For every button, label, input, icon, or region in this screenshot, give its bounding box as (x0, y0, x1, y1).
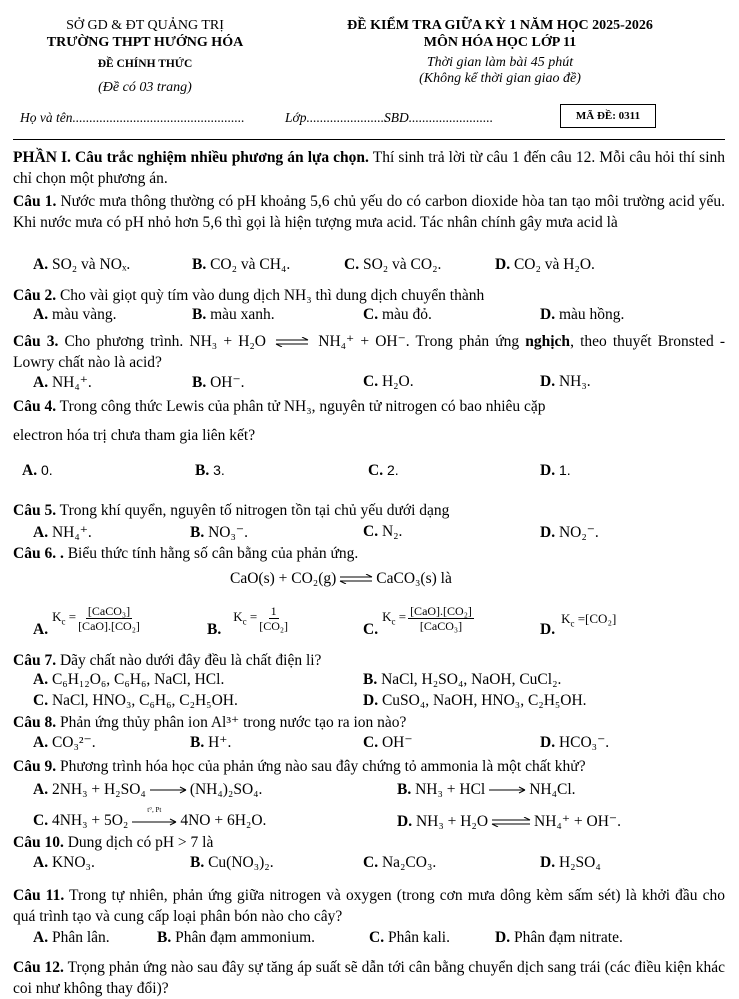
question-10 (13, 832, 725, 853)
question-text: Dung dịch có pH > 7 là (63, 834, 214, 851)
q11-option-a[interactable]: A. Phân lân. (33, 929, 110, 946)
page-count-note: (Đề có 03 trang) (98, 80, 192, 95)
question-label: Câu 3. (13, 333, 59, 350)
question-text: Nước mưa thông thường có pH khoảng 5,6 chủ yếu do có carbon dioxide hòa tan tạo môi trường acid yếu. Khi nước mưa có pH nhỏ hơn 5,6 thì gọi là hiện tượng mưa acid. Tác nhân chính gây mưa acid là (13, 193, 725, 231)
official-exam-label: ĐỀ CHÍNH THỨC (97, 58, 193, 70)
question-3: Câu 3. Cho phương trình. NH₃ + H₂O NH₄⁺ + OH⁻. Trong phản ứng nghịch, theo thuyết Bronsted - Lowry chất nào là acid? (13, 333, 725, 371)
q6-option-d[interactable]: D. $K_c =[CO_2]$ (540, 611, 617, 638)
question-12 (13, 957, 725, 999)
part1-instruction: Thí sinh trả lời từ câu 1 đến câu 12. Mỗi câu hỏi thí sinh chỉ chọn một phương án. (13, 149, 725, 187)
q1-option-a[interactable]: A. SO₂ và NOₓ. (33, 256, 131, 273)
q6-option-b[interactable]: B. $K_c$ = $\frac{1}{\text{[CO₂]}}$ (207, 604, 289, 638)
q8-option-a[interactable]: A. CO₃²⁻. (33, 734, 96, 751)
school-department: SỞ GD & ĐT QUẢNG TRỊ (66, 18, 224, 33)
exam-subject: MÔN HÓA HỌC LỚP 11 (423, 35, 577, 50)
q3-option-b[interactable]: B. OH⁻. (192, 374, 245, 391)
q9-option-a[interactable]: A. 2NH₃ + H₂SO₄ (NH₄)₂SO₄. (33, 781, 263, 798)
question-text: Phản ứng thủy phân ion Al³⁺ trong nước tạo ra ion nào? (56, 714, 407, 731)
part1-heading (13, 147, 725, 189)
equilibrium-arrow-icon (491, 817, 531, 827)
question-6 (13, 543, 725, 564)
exam-title: ĐỀ KIỂM TRA GIỮA KỲ 1 NĂM HỌC 2025-2026 (347, 18, 653, 33)
q9-option-d[interactable]: D. NH₃ + H₂O NH₄⁺ + OH⁻. (397, 813, 621, 830)
reaction-condition: t°, Pt (147, 806, 162, 815)
exam-duration: Thời gian làm bài 45 phút (426, 55, 574, 70)
q5-option-d[interactable]: D. NO₂⁻. (540, 524, 599, 541)
question-label: Câu 6. . (13, 545, 64, 562)
q3-option-d[interactable]: D. NH₃. (540, 373, 591, 390)
q9-option-c[interactable]: C. 4NH₃ + 5O₂ t°, Pt 4NO + 6H₂O. (33, 806, 267, 829)
question-text: Biểu thức tính hằng số cân bằng của phản ứng. (63, 545, 359, 562)
question-label: Câu 7. (13, 652, 57, 669)
q3-option-c[interactable]: C. H₂O. (363, 373, 414, 390)
q11-option-d[interactable]: D. Phân đạm nitrate. (495, 929, 623, 946)
question-9 (13, 756, 725, 777)
question-label: Câu 1. (13, 193, 57, 210)
q4-option-c[interactable]: C. 2. (368, 462, 399, 479)
q2-option-d[interactable]: D. màu hồng. (540, 306, 625, 323)
sbd-field: SBD......................... (384, 110, 494, 125)
exam-code-box: MÃ ĐỀ: 0311 (560, 104, 656, 128)
question-5 (13, 500, 725, 521)
header-divider (13, 139, 725, 140)
q7-option-c[interactable]: C. NaCl, HNO₃, C₆H₆, C₂H₅OH. (33, 692, 238, 709)
question-label: Câu 4. (13, 398, 57, 415)
q11-option-c[interactable]: C. Phân kali. (369, 929, 450, 946)
arrow-right-icon (488, 786, 526, 794)
q7-option-b[interactable]: B. NaCl, H₂SO₄, NaOH, CuCl₂. (363, 671, 562, 688)
arrow-right-icon (149, 786, 187, 794)
question-label: Câu 2. (13, 287, 57, 304)
q8-option-b[interactable]: B. H⁺. (190, 734, 232, 751)
q6-reaction: CaO(s) + CO₂(g) CaCO₃(s) là (230, 570, 452, 587)
question-1 (13, 191, 725, 233)
question-label: Câu 9. (13, 758, 57, 775)
q6-option-c[interactable]: C. $K_c$ = $\frac{\text{[CaO].[CO₂]}}{\text{[CaCO₃]}}$ (363, 604, 472, 638)
question-text: Trong khí quyển, nguyên tố nitrogen tồn tại chủ yếu dưới dạng (56, 502, 450, 519)
q4-option-b[interactable]: B. 3. (195, 462, 225, 479)
question-label: Câu 5. (13, 502, 57, 519)
question-7 (13, 650, 725, 671)
q7-option-a[interactable]: A. C₆H₁₂O₆, C₆H₆, NaCl, HCl. (33, 671, 225, 688)
question-11 (13, 885, 725, 927)
q10-option-a[interactable]: A. KNO₃. (33, 854, 95, 871)
q10-option-d[interactable]: D. H₂SO₄ (540, 854, 601, 871)
arrow-right-icon (131, 818, 177, 826)
q2-option-b[interactable]: B. màu xanh. (192, 306, 275, 323)
question-8 (13, 712, 725, 733)
exam-duration-note: (Không kể thời gian giao đề) (419, 71, 581, 86)
question-text: Trọng phản ứng nào sau đây sự tăng áp suất sẽ dẫn tới cân bằng chuyển dịch sang trái (các điều kiện khác coi như không thay đổi)? (13, 959, 725, 997)
equilibrium-arrow-icon (339, 574, 373, 584)
q5-option-c[interactable]: C. N₂. (363, 523, 403, 540)
question-label: Câu 12. (13, 959, 64, 976)
q1-option-c[interactable]: C. SO₂ và CO₂. (344, 256, 442, 273)
part1-title: PHẦN I. Câu trắc nghiệm nhiều phương án lựa chọn. (13, 149, 369, 166)
question-4-continued: electron hóa trị chưa tham gia liên kết? (13, 427, 256, 444)
question-2 (13, 285, 725, 306)
question-text: Trong công thức Lewis của phân tử NH₃, nguyên tử nitrogen có bao nhiêu cặp (56, 398, 546, 415)
q8-option-c[interactable]: C. OH⁻ (363, 734, 413, 751)
q4-option-a[interactable]: A. 0. (22, 462, 53, 479)
q6-option-a[interactable]: A. $K_c$ = $\frac{\text{[CaCO₃]}}{\text{[CaO].[CO₂]}}$ (33, 604, 140, 638)
student-name-field: Họ và tên................................................... (20, 110, 245, 125)
q3-option-a[interactable]: A. NH₄⁺. (33, 374, 92, 391)
question-text: Dãy chất nào dưới đây đều là chất điện li? (56, 652, 322, 669)
q11-option-b[interactable]: B. Phân đạm ammonium. (157, 929, 316, 946)
q8-option-d[interactable]: D. HCO₃⁻. (540, 734, 610, 751)
q9-option-b[interactable]: B. NH₃ + HCl NH₄Cl. (397, 781, 576, 798)
q5-option-b[interactable]: B. NO₃⁻. (190, 524, 248, 541)
q10-option-b[interactable]: B. Cu(NO₃)₂. (190, 854, 274, 871)
question-text: Phương trình hóa học của phản ứng nào sau đây chứng tỏ ammonia là một chất khử? (56, 758, 586, 775)
equilibrium-arrow-icon (275, 337, 309, 347)
question-label: Câu 11. (13, 887, 65, 904)
q5-option-a[interactable]: A. NH₄⁺. (33, 524, 92, 541)
q2-option-c[interactable]: C. màu đỏ. (363, 306, 432, 323)
question-4 (13, 396, 725, 417)
school-name: TRƯỜNG THPT HƯỚNG HÓA (46, 35, 244, 50)
q2-option-a[interactable]: A. màu vàng. (33, 306, 117, 323)
q1-option-d[interactable]: D. CO₂ và H₂O. (495, 256, 595, 273)
class-field: Lớp........................ (285, 110, 388, 125)
q7-option-d[interactable]: D. CuSO₄, NaOH, HNO₃, C₂H₅OH. (363, 692, 587, 709)
q10-option-c[interactable]: C. Na₂CO₃. (363, 854, 437, 871)
question-text: Cho vài giọt quỳ tím vào dung dịch NH₃ thì dung dịch chuyển thành (56, 287, 485, 304)
q4-option-d[interactable]: D. 1. (540, 462, 571, 479)
question-text: Trong tự nhiên, phản ứng giữa nitrogen và oxygen (trong cơn mưa dông kèm sấm sét) là khởi đầu cho quá trình tạo và cung cấp loại phân bón nào cho cây? (13, 887, 725, 925)
q1-option-b[interactable]: B. CO₂ và CH₄. (192, 256, 291, 273)
question-label: Câu 10. (13, 834, 64, 851)
question-label: Câu 8. (13, 714, 57, 731)
